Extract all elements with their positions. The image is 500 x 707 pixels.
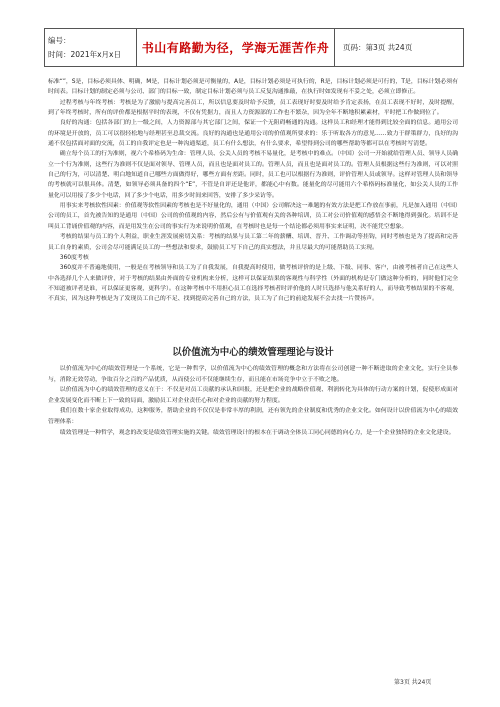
paragraph-value-stream-success: 我们在数十家企业取得成功，这种服务，帮助企业的不仅仅是非常丰厚的利润，还有领先的企业制度和优秀的企业文化。如何设计以价值流为中心的绩效管理体系：: [48, 408, 458, 425]
subheading-360-review: 360度考核: [59, 254, 89, 261]
paragraph-review-results: 考核的结果与员工的个人利益，职业生涯发展密切关系：考核的结果与员工第二年的薪酬、培训、晋升、工作调动等挂钩，同时考核也是为了提高和完善员工自身的素质，公司会尽可能满足员工的一些想法和要求，鼓励员工写下自己的真实想法，并且尽最大的可能帮助员工实现。: [48, 234, 458, 251]
header-left-cell: [45, 29, 137, 66]
document-time-label: 时间：2021年x月x日: [48, 49, 121, 59]
paragraph-360-review: 360度并不普遍地使用，一般是在考核领导和员工为了自我发展，自我提高时使用，做考核评价的是上级、下级、同事、客户，由被考核者自己在这些人中各选择几个人来做评价，对于考核的结果由外面的专业机构来分析，这样可以保证结果的客观性与科学性（外面的机构是专门做这种分析的，同时他们完全不知道被评者是谁，可以保证更客观，更科学）。在这种考核中不用担心员工在选择考核者时评价他的人时只选择与他关系好的人，而导致考核结果的不客观，不真实，因为这种考核是为了发现员工自己的不足、找到提高完善自己的方法，员工为了自己的前途发展不会去找一片赞扬声。: [48, 265, 458, 303]
paragraph-value-stream-intro: 以价值流为中心的绩效管理是一个系统，它是一种哲学，以价值流为中心的绩效管理的概念和方法将在公司创建一种不断进取的企业文化，实行全员参与，消除无效劳动，争取百分之百的产品优质，从而使公司不仅能继续生存，而且能在市场竞争中立于不败之地。: [48, 366, 458, 383]
paragraph-soft-factors: 用事实来考核软性因素：价值观等软性因素的考核也是不好量化的，通用（中国）公司解决这一难题的有效方法是把工作放在事前，凡是加入通用（中国）公司的员工，首先被告知的是通用（中国）公司的价值观的内容，然后公有与价值观有关的各种培训，员工对公司价值观的感悟会不断地得到强化。培训不是叫员工背诵价值观的内容，而是用发生在公司的事实行为来说明价值观，在考核时也是每一个结论都必须用事实来证明，决不能凭空想象。: [48, 203, 458, 230]
header-right-cell: [335, 29, 463, 66]
paragraph-value-stream-meaning: 以价值流为中心的绩效管理的意义在于：不仅是对员工贡献的承认和回报，还是把企业的战略价值观、利润转化为具体的行动方案的计划，促使形成面对企业发展变化而不断上下一致的局面，激励员工对企业责任心和对企业的贡献的努力程度。: [48, 387, 458, 404]
header-motto-cell: [137, 29, 335, 66]
header-page-number: 页码：第3页 共24页: [343, 43, 413, 52]
paragraph-smart-criteria: 标准“”，S是，目标必须具体、明确，M是，目标计划必须是可衡量的，A是，目标计划必须是可执行的，R是，目标计划必须是可行的，T是，目标计划必须有时间表。目标计划的制定必须与公司、部门的目标一致，制定目标计划必须与员工反复沟通推敲，在执行时如发现有不妥之处，必须立即修正。: [48, 79, 458, 96]
body-section-1: [48, 77, 458, 305]
section-title: 以价值流为中心的绩效管理理论与设计: [172, 347, 334, 358]
body-section-2: [48, 364, 458, 438]
paragraph-value-stream-philosophy: 绩效管理是一种哲学，观念的改变是绩效管理实施的关键。绩效管理设计的根本在于调动全体员工同心同德的向心力，是一个企业独特的企业文化建设。: [59, 429, 455, 436]
paragraph-code-of-conduct: 确立每个员工的行为准则，视六个希格码为生命：管理人员、公关人员的考核不易量化，是考核中的难点。（中国）公司一开始就给管理人员、领导人员确立一个行为准则，这些行为准则不仅是面对领导、管理人员，而且也是面对员工的。管理人员，而且也是面对员工的。管理人员根据这些行为准则，可以对照自己的行为，可以清楚、明白地知道自己哪些方面做得好，哪些方面有差距。同时，员工也可以根据行为准则，评价管理人员或领导。这样对管理人员和领导的考核就可以很具体。清楚，如领导必须具备的四个“E”，不管是自评还是他评，都能心中有数。能量化的尽可能用六个希格码标准量化，如公关人员的工作量化可以用接了多少个电话，回了多少个电话，用多少时间来回答，安排了多少采访等。: [48, 151, 458, 199]
page-footer: 第3页 共24页: [394, 679, 432, 686]
header-motto: 书山有路勤为径，学海无涯苦作舟: [141, 41, 330, 55]
page-header: [44, 28, 464, 67]
paragraph-process-review: 过程考核与年终考核：考核是为了激励与提高完善员工，所以信息要及时给予反馈，员工表现好时要及时给予肯定表扬，在员工表现不好时，及时提醒，到了年终考核时，所有的评价都是根据平时的表现，不仅有凭据力，而且人力资源部的工作也不繁杂，因为全年不断地积累素材，平时把工作做到位了。: [48, 99, 458, 117]
document-number-label: 编号：: [48, 35, 71, 45]
paragraph-communication: 良好的沟通：包括各部门的上一级之间，人力资源部与其它部门之间，保证一个无阻碍畅通的沟通。这样员工和经理才能得到比较全面的信息。通用公司的环境是开放的，员工可以很轻松地与经理甚至总裁交流。良好的沟通也是通用公司的价值观所要求的：乐于听取各方的意见……致力于群策群力，良好的沟通不仅包括面对面的交流，员工的自我评定也是一种沟通渠道，员工有什么想法，有什么要求，希望得到公司的哪些帮助等都可以在考核时写清楚。: [48, 120, 458, 148]
